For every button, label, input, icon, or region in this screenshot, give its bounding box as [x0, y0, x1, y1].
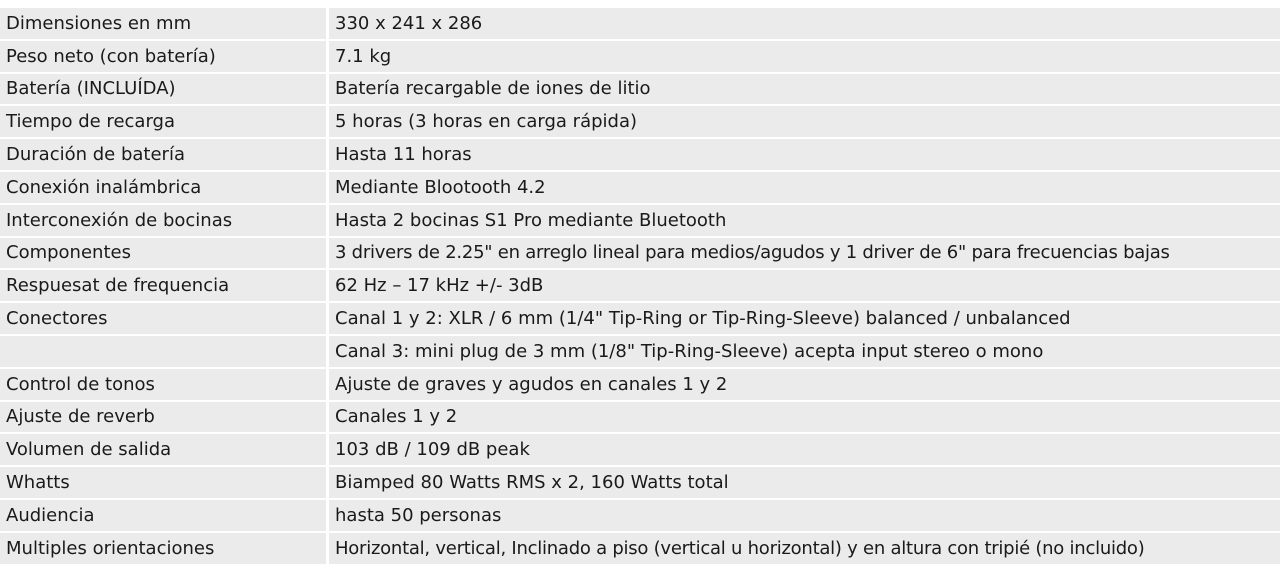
spec-label: Dimensiones en mm [0, 8, 326, 39]
spec-label: Multiples orientaciones [0, 533, 326, 564]
spec-value: Canal 1 y 2: XLR / 6 mm (1/4" Tip-Ring or Tip-Ring-Sleeve) balanced / unbalanced [329, 303, 1280, 334]
spec-label: Control de tonos [0, 369, 326, 400]
spec-row-connectors [0, 303, 1280, 334]
spec-row-wireless [0, 172, 1280, 203]
spec-table [0, 8, 1280, 566]
spec-row-output-volume [0, 434, 1280, 465]
spec-label: Conectores [0, 303, 326, 334]
spec-label: Componentes [0, 238, 326, 269]
spec-label: Duración de batería [0, 139, 326, 170]
spec-row-reverb [0, 402, 1280, 433]
spec-label: Tiempo de recarga [0, 106, 326, 137]
spec-row-battery-life [0, 139, 1280, 170]
spec-value: 103 dB / 109 dB peak [329, 434, 1280, 465]
spec-row-watts [0, 467, 1280, 498]
spec-value: Biamped 80 Watts RMS x 2, 160 Watts total [329, 467, 1280, 498]
spec-row-orientations [0, 533, 1280, 564]
spec-row-components [0, 238, 1280, 269]
spec-value: Hasta 2 bocinas S1 Pro mediante Bluetooth [329, 205, 1280, 236]
spec-value: Hasta 11 horas [329, 139, 1280, 170]
spec-row-audience [0, 500, 1280, 531]
spec-value: Horizontal, vertical, Inclinado a piso (vertical u horizontal) y en altura con tripié (no incluido) [329, 533, 1280, 564]
spec-value: Canales 1 y 2 [329, 402, 1280, 433]
spec-label: Respuesat de frequencia [0, 270, 326, 301]
spec-value: 5 horas (3 horas en carga rápida) [329, 106, 1280, 137]
spec-value: Ajuste de graves y agudos en canales 1 y 2 [329, 369, 1280, 400]
spec-row-weight [0, 41, 1280, 72]
spec-value: hasta 50 personas [329, 500, 1280, 531]
spec-value: 3 drivers de 2.25" en arreglo lineal para medios/agudos y 1 driver de 6" para frecuencias bajas [329, 238, 1280, 269]
spec-row-charge-time [0, 106, 1280, 137]
spec-label: Conexión inalámbrica [0, 172, 326, 203]
spec-row-battery [0, 74, 1280, 105]
spec-label: Peso neto (con batería) [0, 41, 326, 72]
spec-value: 7.1 kg [329, 41, 1280, 72]
spec-value: Mediante Blootooth 4.2 [329, 172, 1280, 203]
spec-label: Interconexión de bocinas [0, 205, 326, 236]
spec-label: Volumen de salida [0, 434, 326, 465]
spec-label: Batería (INCLUÍDA) [0, 74, 326, 105]
spec-row-frequency [0, 270, 1280, 301]
spec-label [0, 336, 326, 367]
spec-value: Canal 3: mini plug de 3 mm (1/8" Tip-Ring-Sleeve) acepta input stereo o mono [329, 336, 1280, 367]
spec-label: Audiencia [0, 500, 326, 531]
spec-value: Batería recargable de iones de litio [329, 74, 1280, 105]
spec-value: 62 Hz – 17 kHz +/- 3dB [329, 270, 1280, 301]
spec-label: Whatts [0, 467, 326, 498]
spec-row-connectors-extra [0, 336, 1280, 367]
spec-value: 330 x 241 x 286 [329, 8, 1280, 39]
spec-row-speaker-link [0, 205, 1280, 236]
spec-row-tone-control [0, 369, 1280, 400]
spec-row-dimensions [0, 8, 1280, 39]
spec-label: Ajuste de reverb [0, 402, 326, 433]
